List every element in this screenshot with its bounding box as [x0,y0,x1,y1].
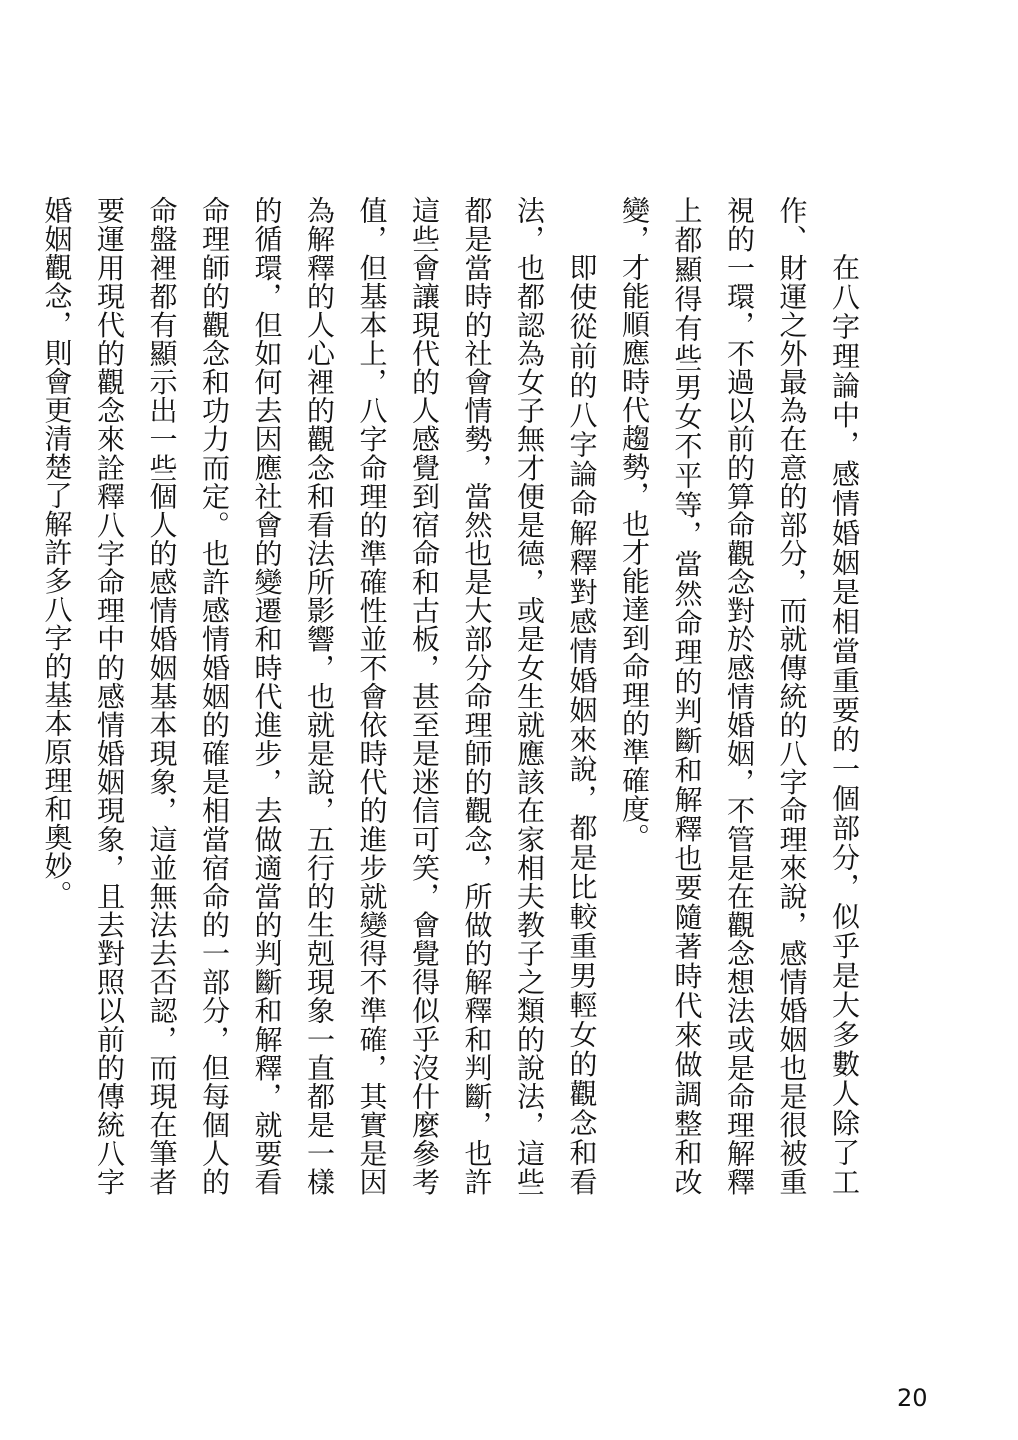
paragraph-2 [30,196,608,1196]
body-text [40,196,870,1196]
paragraph-1-text: 在八字理論中，感情婚姻是相當重要的一個部分，似乎是大多數人除了工作、財運之外最為在意的部分，而就傳統的八字命理來說，感情婚姻也是很被重視的一環，不過以前的算命觀念對於感情婚姻，不管是在觀念想法或是命理解釋上都顯得有些男女不平等，當然命理的判斷和解釋也要隨著時代來做調整和改變，才能順應時代趨勢，也才能達到命理的準確度。 [618,196,861,1196]
paragraph-2-text: 即使從前的八字論命解釋對感情婚姻來說，都是比較重男輕女的觀念和看法，也都認為女子無才便是德，或是女生就應該在家相夫教子之類的說法，這些都是當時的社會情勢，當然也是大部分命理師的觀念，所做的解釋和判斷，也許這些會讓現代的人感覺到宿命和古板，甚至是迷信可笑，會覺得似乎沒什麼參考值，但基本上，八字命理的準確性並不會依時代的進步就變得不準確，其實是因為解釋的人心裡的觀念和看法所影響，也就是說，五行的生剋現象一直都是一樣的循環，但如何去因應社會的變遷和時代進步，去做適當的判斷和解釋，就要看命理師的觀念和功力而定。也許感情婚姻的確是相當宿命的一部分，但每個人的命盤裡都有顯示出一些個人的感情婚姻基本現象，這並無法去否認，而現在筆者要運用現代的觀念來詮釋八字命理中的感情婚姻現象，且去對照以前的傳統八字婚姻觀念，則會更清楚了解許多八字的基本原理和奧妙。 [40,196,599,1196]
page-number: 20 [897,1384,928,1412]
paragraph-1 [608,196,871,1196]
